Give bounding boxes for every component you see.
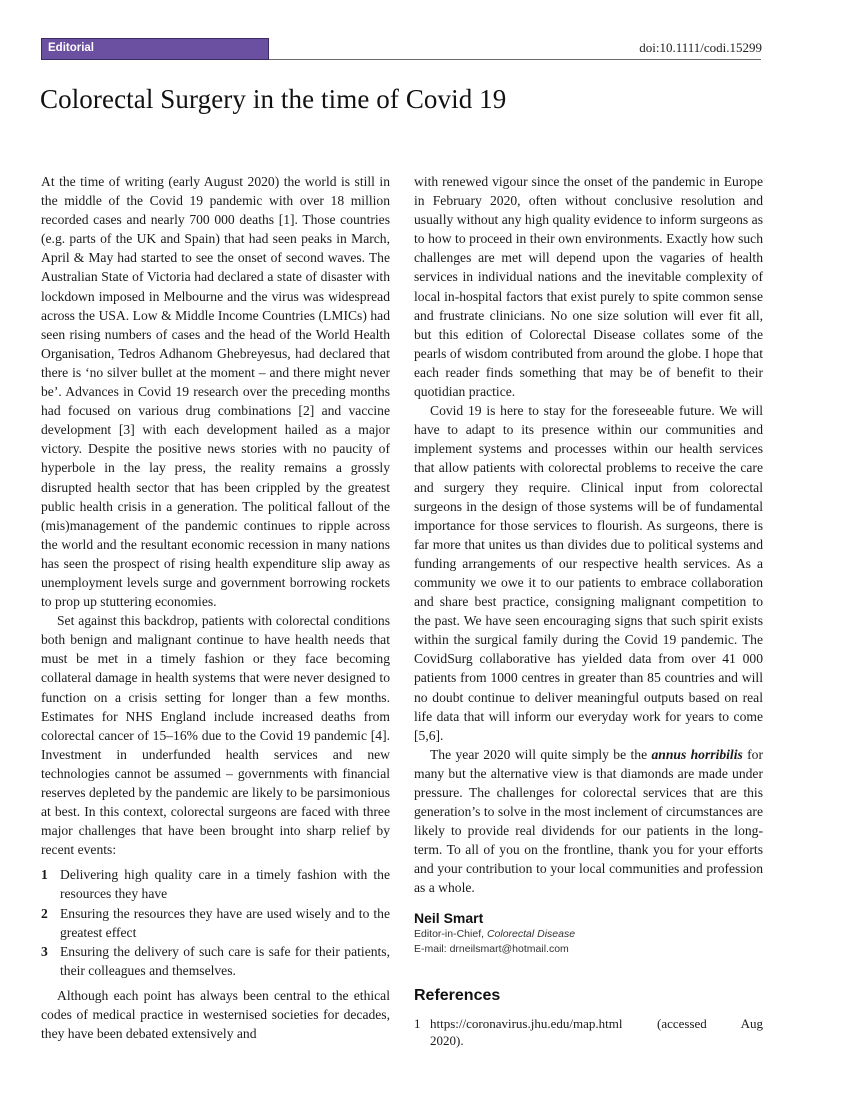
- list-text: Ensuring the delivery of such care is safe for their patients, their colleagues and themselves.: [60, 943, 390, 978]
- paragraph-6-start: The year 2020 will quite simply be the: [430, 746, 652, 762]
- left-column: [41, 172, 390, 1043]
- article-title: Colorectal Surgery in the time of Covid 19: [40, 84, 507, 114]
- paragraph-2: Set against this backdrop, patients with colorectal conditions both benign and malignant continue to have health needs that must be met in a timely fashion or they face becoming collateral damage in health systems that were never designed to function on a crisis setting for longer than a few months. Estimates for NHS England include increased deaths from colorectal cancer of 15–16% due to the Covid 19 pandemic [4]. Investment in underfunded health services and new technologies cannot be assumed – governments with financial reserves depleted by the pandemic are likely to be parsimonious at best. In this context, colorectal surgeons are faced with three major challenges that have been brought into sharp relief by recent events:: [41, 613, 390, 858]
- journal-name: Colorectal Disease: [486, 927, 576, 940]
- reference-number: 1: [414, 1015, 421, 1031]
- list-number: 1: [41, 867, 48, 883]
- paragraph-6-end: for many but the alternative view is that diamonds are made under pressure. The challenges for colorectal services that are this generation’s to solve in the most inclement of circumstances are likely to provide real dividends for our patients in the long-term. To all of you on the frontline, thank you for your efforts and your contribution to your local communities and profession as a whole.: [414, 746, 763, 896]
- author-email[interactable]: E-mail: drneilsmart@hotmail.com: [414, 942, 569, 955]
- section-label-bar: [41, 38, 269, 60]
- list-item: [41, 942, 390, 980]
- paragraph-5: Covid 19 is here to stay for the foreseeable future. We will have to adapt to its presence within our communities and implement systems and processes within our health services that allow patients with colorectal problems to receive the care and surgery they require. Clinical input from colorectal surgeons in the design of those systems will be of fundamental importance for those services to flourish. As surgeons, there is far more that unites us than divides due to political systems and funding arrangements of our respective health services. As a community we owe it to our patients to embrace collaboration and share best practice, consigning malignant competition to the past. We have seen encouraging signs that such spirit exists within the surgical family during the Covid 19 pandemic. The CovidSurg collaborative has yielded data from over 41 000 patients from 1000 centres in greater than 85 countries and will no doubt continue to deliver meaningful outputs based on real life data that will inform our everyday work for years to come [5,6].: [414, 403, 763, 743]
- author-name: Neil Smart: [414, 909, 484, 926]
- header-rule: [269, 59, 761, 60]
- paragraph-1: At the time of writing (early August 2020) the world is still in the middle of the Covid 19 pandemic with over 18 million recorded cases and nearly 700 000 deaths [1]. Those countries (e.g. parts of the UK and Spain) that had seen peaks in March, April & May had started to see the onset of second waves. The Australian State of Victoria had declared a state of disaster with lockdown imposed in Melbourne and the virus was widespread across the USA. Low & Middle Income Countries (LMICs) had seen rising numbers of cases and the head of the World Health Organisation, Tedros Adhanom Ghebreyesus, had declared that there is ‘no silver bullet at the moment – and there might never be’. Advances in Covid 19 research over the preceding months had focused on various drug combinations [2] and vaccine development [3] with each development hailed as a major victory. Despite the positive news stories with no paucity of hyperbole in the lay press, the reality remains a grossly disrupted health sector that has been crippled by the greatest public health crisis in a generation. The political fallout of the (mis)management of the pandemic continues to ripple across the world and the resultant economic recession in many nations has seen the prospect of rising health expenditure slip away as unemployment levels surge and government borrowing rockets to prop up stuttering economies.: [41, 174, 390, 610]
- list-number: 2: [41, 905, 48, 921]
- paragraph-4: with renewed vigour since the onset of the pandemic in Europe in February 2020, often without conclusive resolution and usually without any high quality evidence to inform surgeons as to how to proceed in their own environments. Exactly how such challenges are met will depend upon the vagaries of health services in individual nations and the inevitable complexity of local in-hospital factors that exist purely to spite common sense and frustrate clinicians. No one size solution will ever fit all, but this edition of Colorectal Disease collates some of the pearls of wisdom contributed from around the globe. I hope that each reader finds something that may be of benefit to their quotidian practice.: [414, 174, 763, 400]
- reference-year: 2020).: [430, 1032, 464, 1048]
- references-heading: References: [414, 986, 501, 1004]
- doi-link[interactable]: doi:10.1111/codi.15299: [639, 40, 762, 55]
- reference-item: [414, 1015, 763, 1049]
- author-role-prefix: Editor-in-Chief,: [414, 927, 487, 940]
- right-column: [414, 172, 763, 1049]
- list-item: [41, 865, 390, 903]
- list-text: Delivering high quality care in a timely fashion with the resources they have: [60, 867, 390, 902]
- annus-horribilis: annus horribilis: [651, 746, 743, 762]
- challenges-list: [41, 865, 390, 980]
- paragraph-6: [414, 745, 763, 898]
- list-text: Ensuring the resources they have are used wisely and to the greatest effect: [60, 905, 390, 940]
- list-number: 3: [41, 943, 48, 959]
- reference-link[interactable]: https://coronavirus.jhu.edu/map.html (accessed Aug: [430, 1015, 763, 1031]
- list-item: [41, 904, 390, 942]
- section-label: Editorial: [48, 42, 95, 54]
- author-role: [414, 927, 763, 942]
- paragraph-3: Although each point has always been central to the ethical codes of medical practice in westernised societies for decades, they have been debated extensively and: [41, 987, 390, 1042]
